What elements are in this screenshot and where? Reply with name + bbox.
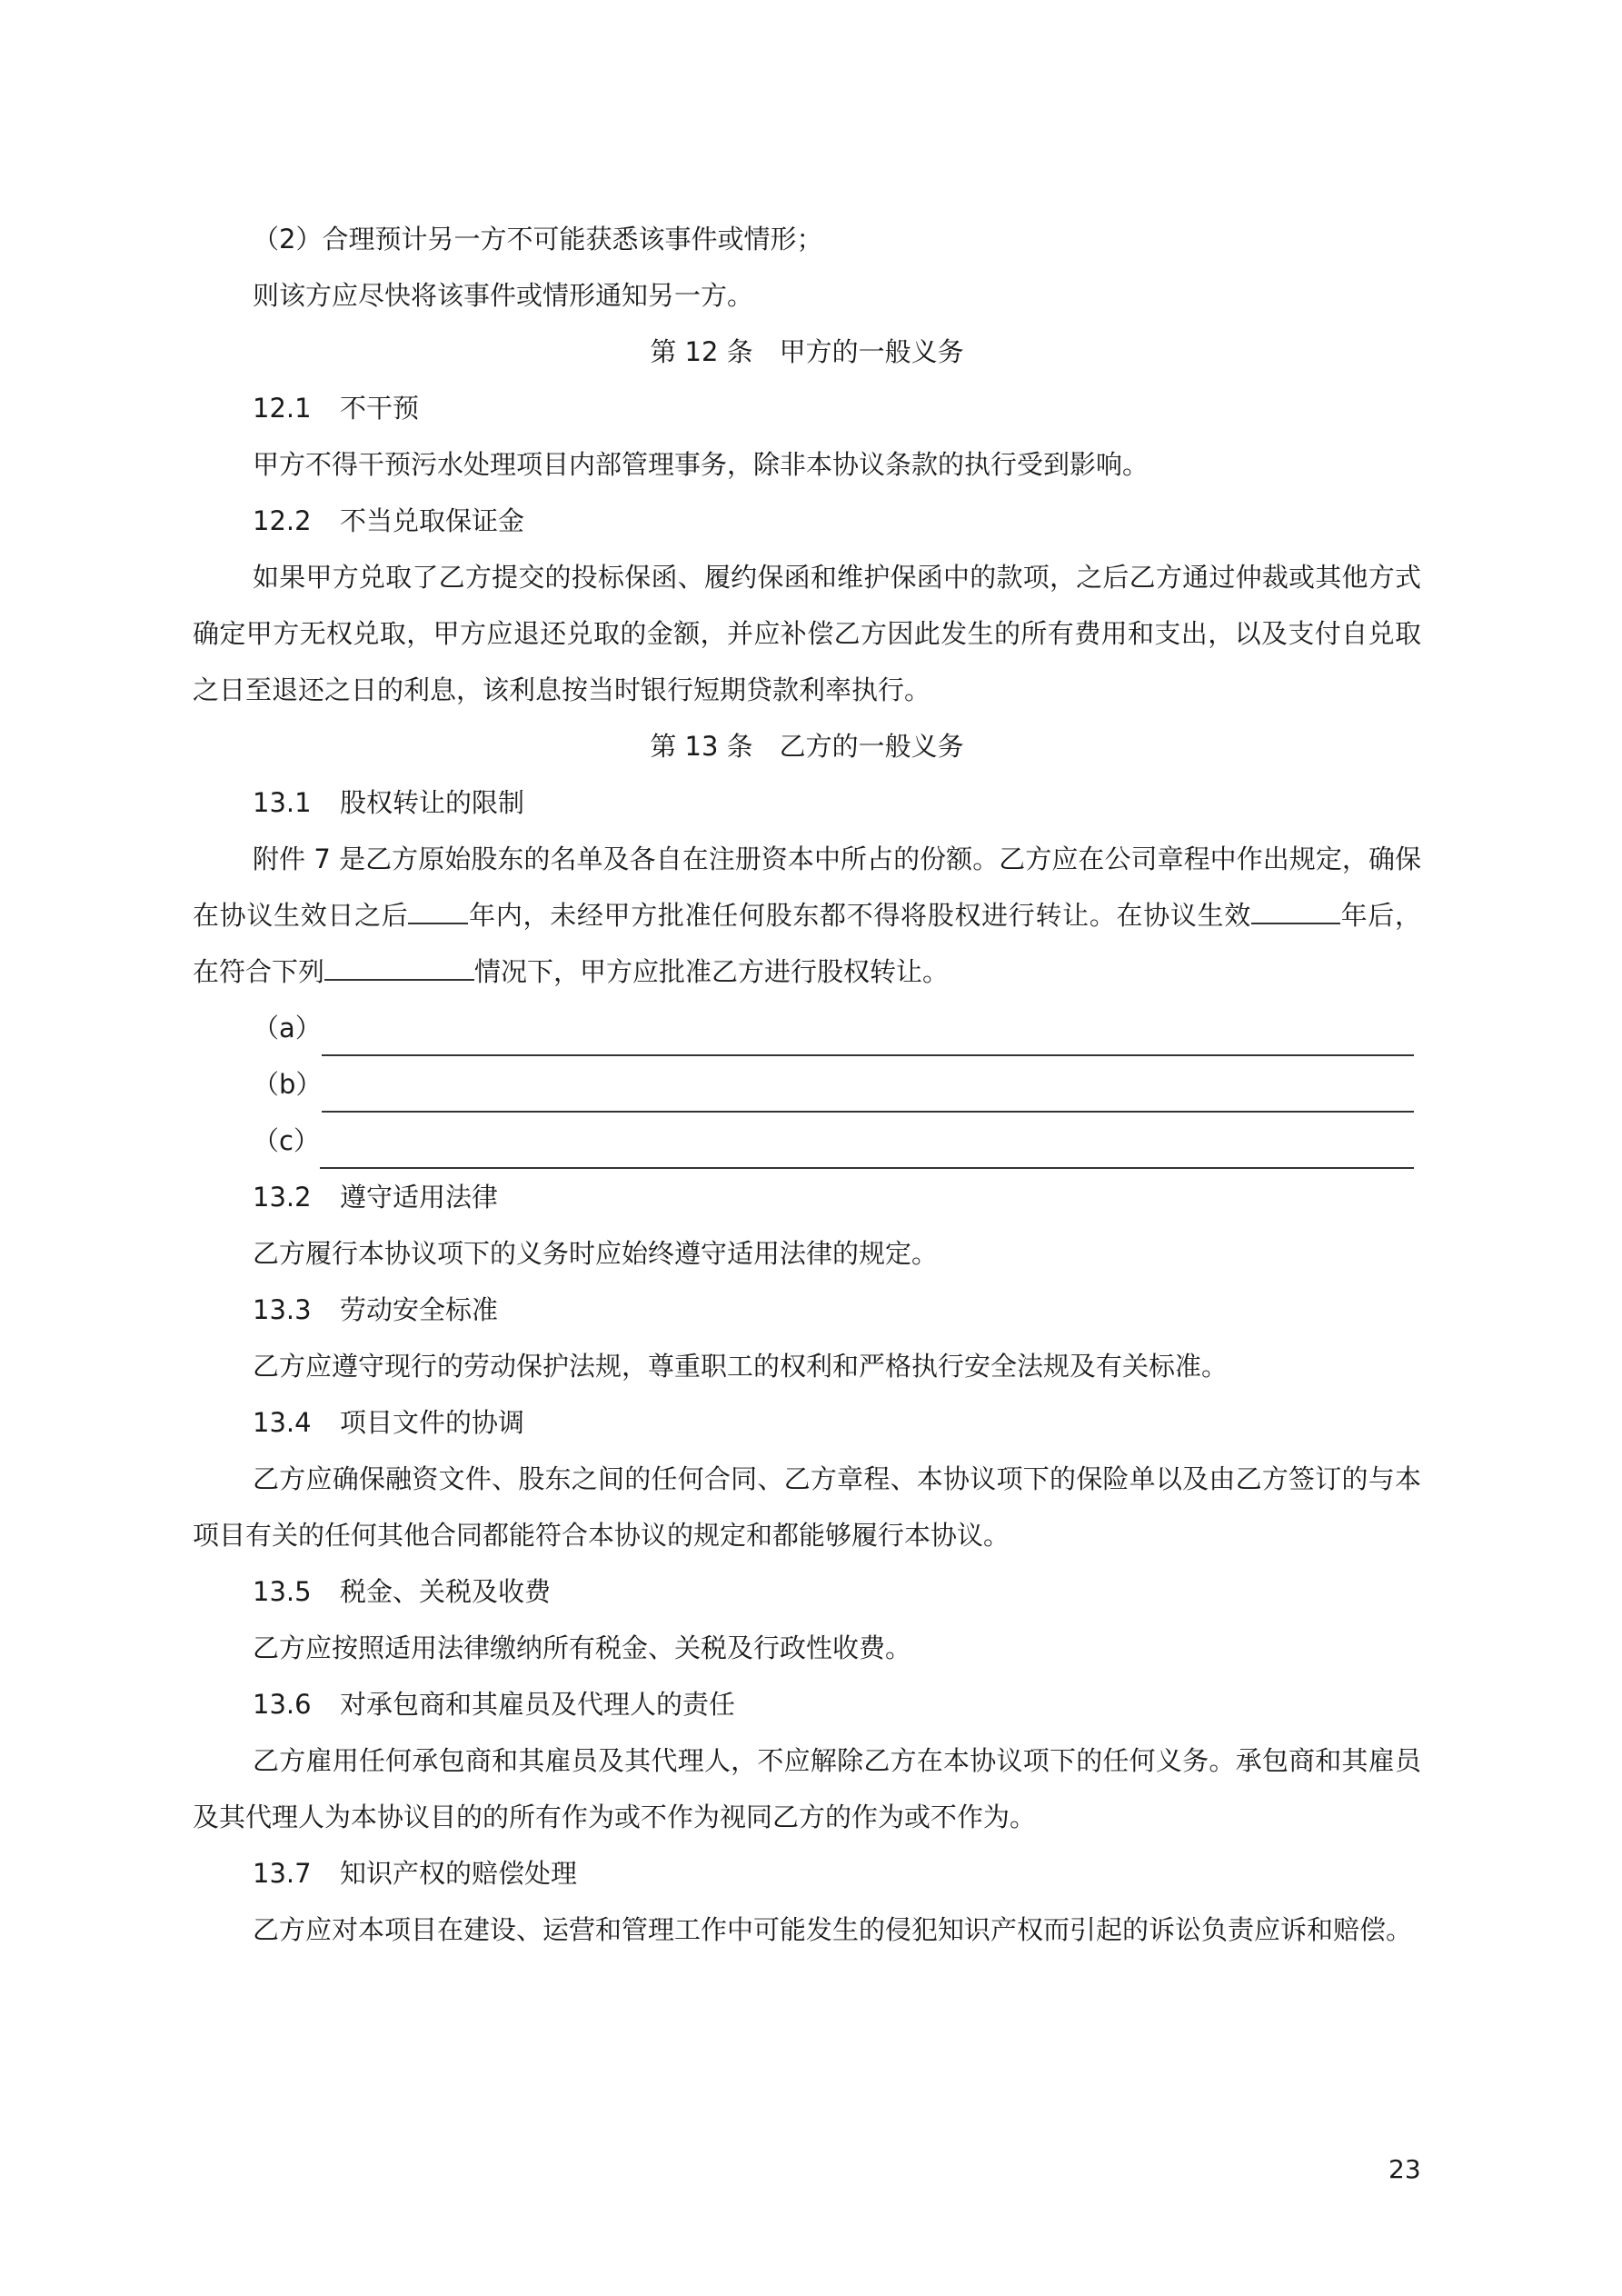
clause-item-2: （2）合理预计另一方不可能获悉该事件或情形； xyxy=(253,224,823,255)
item-label: （c） xyxy=(253,1125,320,1156)
section-13-7-heading xyxy=(193,1845,1421,1902)
section-13-5-heading xyxy=(193,1563,1421,1620)
fill-blank-conditions[interactable] xyxy=(324,957,474,981)
section-12-2-heading xyxy=(193,493,1421,549)
section-number: 12.1 xyxy=(253,393,312,424)
section-13-2-heading xyxy=(193,1169,1421,1225)
section-title: 项目文件的协调 xyxy=(340,1407,525,1438)
body-text: 年后，在符合下列 xyxy=(193,900,1421,987)
section-13-3-heading xyxy=(193,1282,1421,1338)
condition-item-b xyxy=(193,1056,1421,1113)
article-12-heading: 第 12 条 甲方的一般义务 xyxy=(650,336,964,367)
section-number: 13.1 xyxy=(253,787,312,818)
section-title: 劳动安全标准 xyxy=(340,1294,499,1325)
item-label: （a） xyxy=(253,1013,322,1043)
section-number: 13.6 xyxy=(253,1689,312,1720)
section-title: 对承包商和其雇员及代理人的责任 xyxy=(340,1689,736,1720)
clause-conclusion: 则该方应尽快将该事件或情形通知另一方。 xyxy=(253,280,754,311)
page-number: 23 xyxy=(1388,2154,1421,2184)
section-12-1-heading xyxy=(193,380,1421,436)
section-number: 13.3 xyxy=(253,1294,312,1325)
section-title: 不干预 xyxy=(340,393,420,424)
section-title: 不当兑取保证金 xyxy=(340,505,525,536)
fill-line-a[interactable] xyxy=(322,1014,1414,1056)
section-13-1-body xyxy=(193,831,1421,1000)
section-12-1-body: 甲方不得干预污水处理项目内部管理事务，除非本协议条款的执行受到影响。 xyxy=(253,449,1149,480)
fill-blank-years-1[interactable] xyxy=(408,901,468,924)
fill-line-b[interactable] xyxy=(322,1071,1414,1113)
section-13-7-body: 乙方应对本项目在建设、运营和管理工作中可能发生的侵犯知识产权而引起的诉讼负责应诉和赔偿。 xyxy=(253,1914,1413,1945)
body-text: 附件 7 是乙方原始股东的名单及各自在注册资本中所占的份额。乙方应在公司章程中作出规定，确保在协议生效日之后 xyxy=(193,844,1421,931)
body-text: 情况下，甲方应批准乙方进行股权转让。 xyxy=(474,956,950,987)
section-13-6-heading xyxy=(193,1676,1421,1732)
section-title: 知识产权的赔偿处理 xyxy=(340,1858,578,1889)
section-title: 税金、关税及收费 xyxy=(340,1576,552,1607)
section-number: 13.4 xyxy=(253,1407,312,1438)
section-number: 13.5 xyxy=(253,1576,312,1607)
section-number: 13.2 xyxy=(253,1182,312,1213)
section-title: 股权转让的限制 xyxy=(340,787,525,818)
section-12-2-body: 如果甲方兑取了乙方提交的投标保函、履约保函和维护保函中的款项，之后乙方通过仲裁或其他方式确定甲方无权兑取，甲方应退还兑取的金额，并应补偿乙方因此发生的所有费用和支出，以及支付自兑取之日至退还之日的利息，该利息按当时银行短期贷款利率执行。 xyxy=(193,562,1421,705)
section-13-3-body: 乙方应遵守现行的劳动保护法规，尊重职工的权利和严格执行安全法规及有关标准。 xyxy=(253,1351,1229,1382)
item-label: （b） xyxy=(253,1069,323,1100)
section-13-1-heading xyxy=(193,774,1421,831)
section-13-2-body: 乙方履行本协议项下的义务时应始终遵守适用法律的规定。 xyxy=(253,1238,939,1269)
body-text: 年内，未经甲方批准任何股东都不得将股权进行转让。在协议生效 xyxy=(468,900,1251,931)
section-title: 遵守适用法律 xyxy=(340,1182,499,1213)
section-13-4-body: 乙方应确保融资文件、股东之间的任何合同、乙方章程、本协议项下的保险单以及由乙方签订的与本项目有关的任何其他合同都能符合本协议的规定和都能够履行本协议。 xyxy=(193,1463,1421,1551)
section-13-6-body: 乙方雇用任何承包商和其雇员及其代理人，不应解除乙方在本协议项下的任何义务。承包商和其雇员及其代理人为本协议目的的所有作为或不作为视同乙方的作为或不作为。 xyxy=(193,1745,1421,1832)
page-body xyxy=(193,211,1421,1958)
section-13-5-body: 乙方应按照适用法律缴纳所有税金、关税及行政性收费。 xyxy=(253,1632,912,1663)
fill-line-c[interactable] xyxy=(320,1127,1414,1169)
condition-item-a xyxy=(193,1000,1421,1056)
section-13-4-heading xyxy=(193,1394,1421,1451)
section-number: 13.7 xyxy=(253,1858,312,1889)
condition-item-c xyxy=(193,1113,1421,1169)
fill-blank-years-2[interactable] xyxy=(1251,901,1340,924)
article-13-heading: 第 13 条 乙方的一般义务 xyxy=(650,731,964,762)
section-number: 12.2 xyxy=(253,505,312,536)
